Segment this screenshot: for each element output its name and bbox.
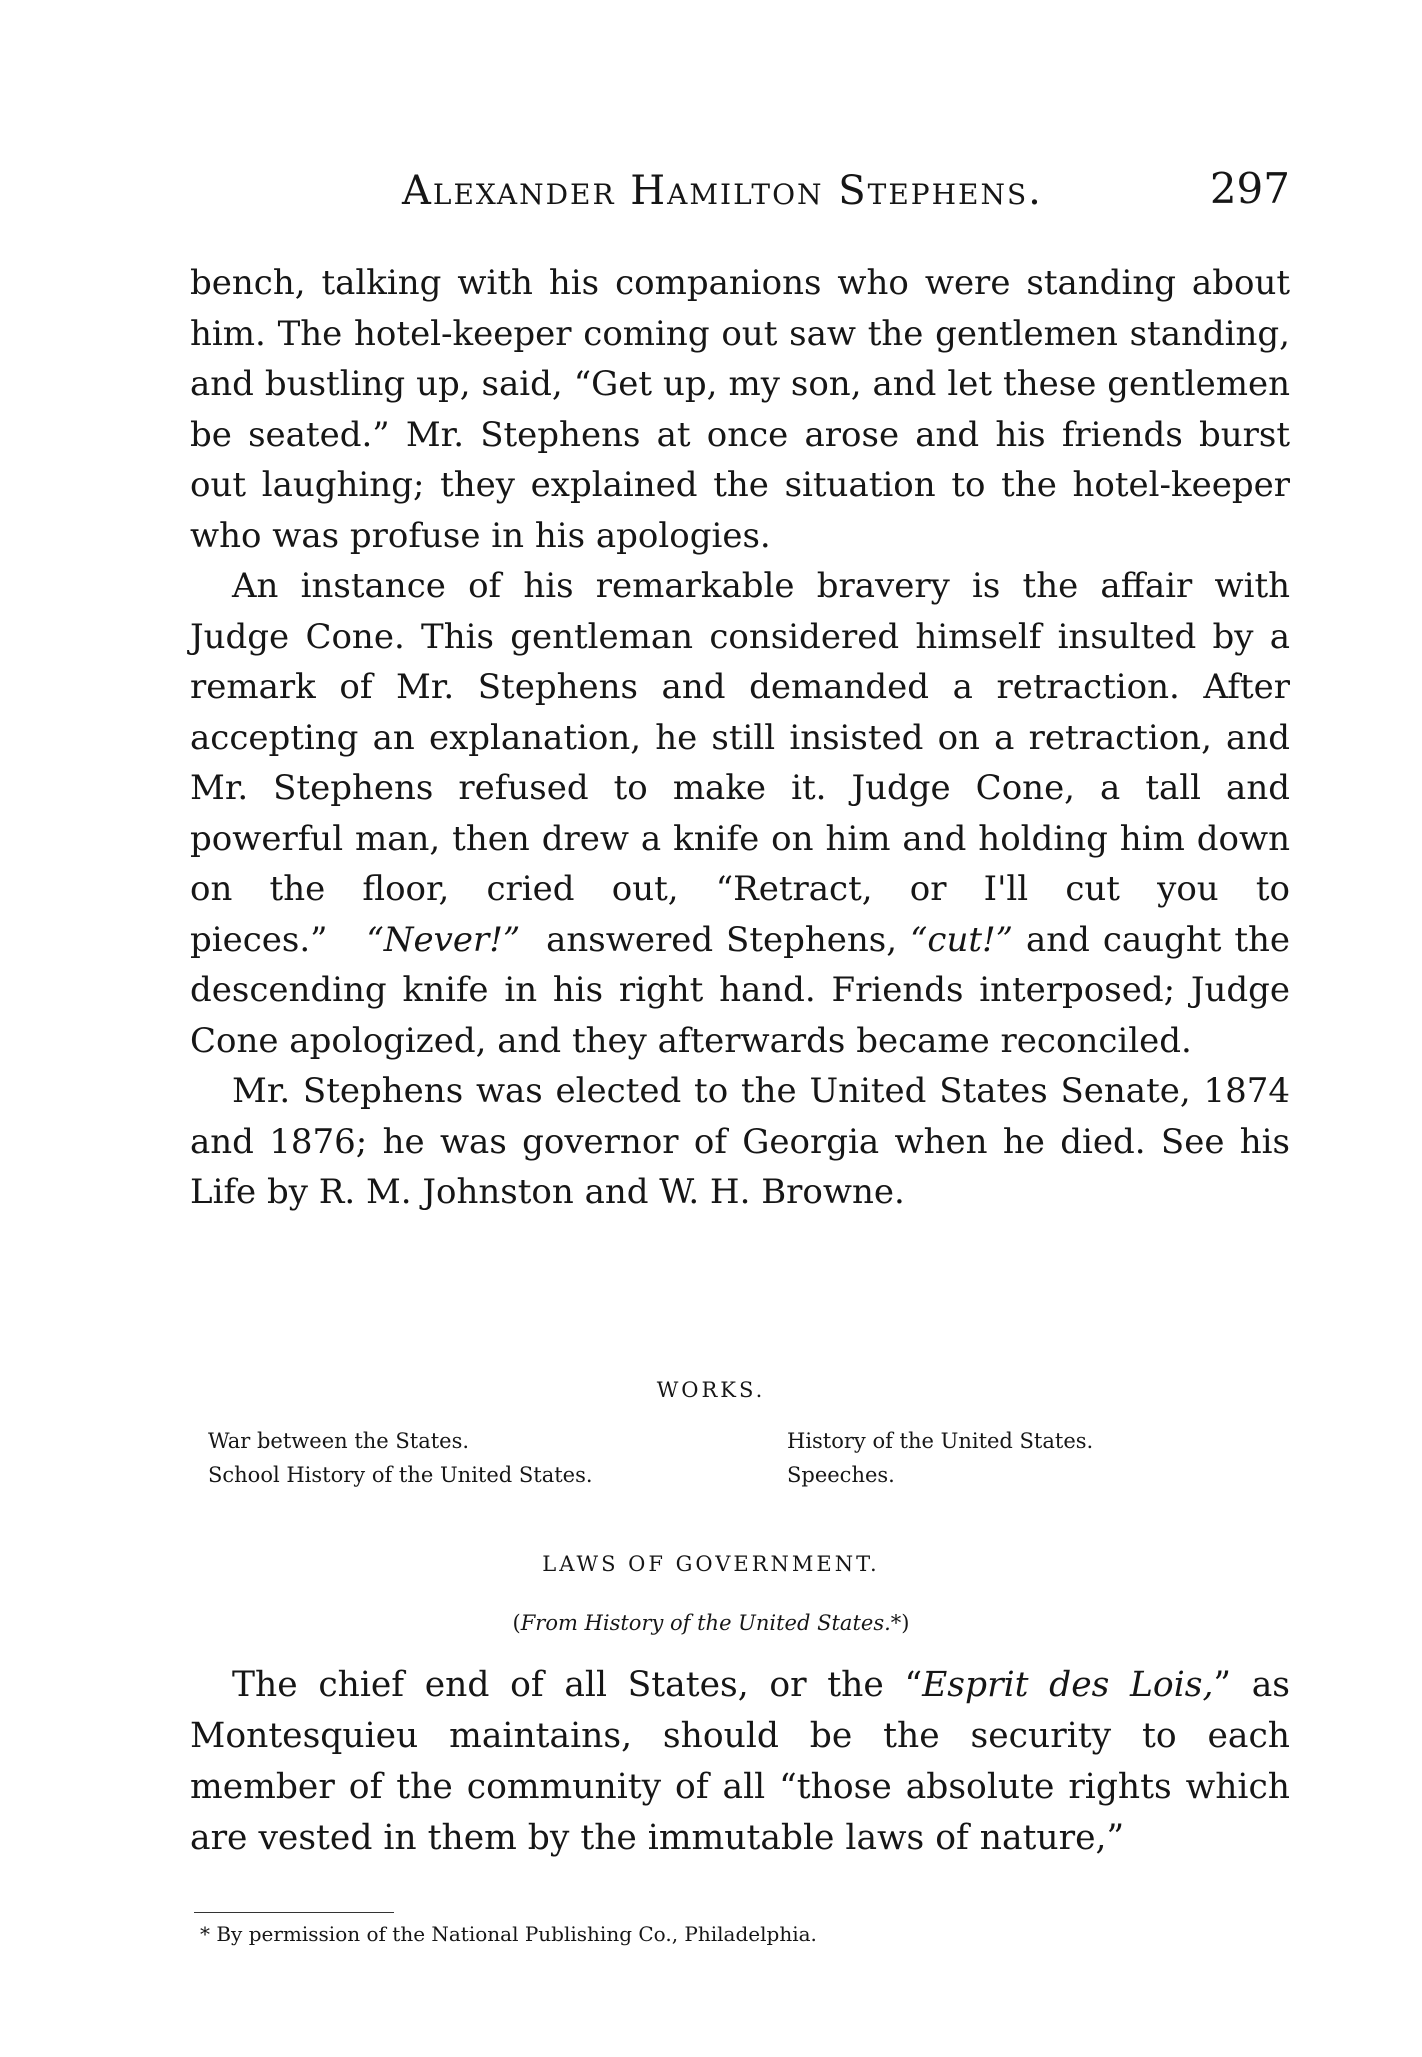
source-text: From History of the United States.* — [520, 1611, 902, 1635]
biography-text — [190, 258, 1290, 1218]
paragraph-senate: Mr. Stephens was elected to the United States Senate, 1874 and 1876; he was governor of Georgia when he died. See his Life by R. M. Johnston and W. H. Browne. — [190, 1071, 1290, 1212]
works-column-right — [787, 1424, 1093, 1492]
work-item: Speeches. — [787, 1463, 895, 1487]
source-open-paren: ( — [512, 1611, 521, 1635]
excerpt-text — [190, 1660, 1290, 1864]
paragraph-laws-start: The chief end of all States, or the “ — [232, 1665, 923, 1705]
works-column-left — [208, 1424, 593, 1492]
paragraph-judge-cone-part-1: An instance of his remarkable bravery is the affair with Judge Cone. This gentleman considered himself insulted by a remark of Mr. Stephens and demanded a retraction. After accepting an explanation, he still insisted on a retraction, and Mr. Stephens refused to make it. Judge Cone, a tall and powerful man, then drew a knife on him and holding him down on the floor, cried out, “Retract, or I'll cut you to pieces.” — [190, 566, 1290, 960]
paragraph-hotel-anecdote: bench, talking with his companions who were standing about him. The hotel-keeper coming out saw the gentlemen standing, and bustling up, said, “Get up, my son, and let these gentlemen be seated.” Mr. Stephens at once arose and his friends burst out laughing; they explained the situation to the hotel-keeper who was profuse in his apologies. — [190, 263, 1290, 556]
quote-never: “Never!” — [366, 919, 521, 960]
source-note — [0, 1611, 1422, 1635]
page-number: 297 — [1209, 164, 1290, 213]
quote-cut: “cut!” — [910, 919, 1014, 960]
paragraph-judge-cone-part-2: and caught the descending knife in his right hand. Friends interposed; Judge Cone apologized, and they afterwards became reconciled. — [190, 919, 1290, 1061]
paragraph-laws-end: ” as Montesquieu maintains, should be the security to each member of the community of all “those absolute rights which are vested in them by the immutable laws of nature,” — [190, 1665, 1291, 1858]
esprit-des-lois: Esprit des Lois, — [922, 1665, 1214, 1705]
work-item: School History of the United States. — [208, 1463, 593, 1487]
footnote-divider — [194, 1912, 394, 1913]
paragraph-laws — [190, 1660, 1290, 1864]
running-title: Alexander Hamilton Stephens. — [402, 168, 1043, 214]
footnote: * By permission of the National Publishing Co., Philadelphia. — [200, 1922, 817, 1946]
paragraph-judge-cone-mid: answered Stephens, — [546, 919, 898, 960]
source-close-paren: ) — [901, 1611, 910, 1635]
works-heading: WORKS. — [656, 1378, 766, 1402]
section-heading: LAWS OF GOVERNMENT. — [542, 1552, 880, 1576]
work-item: History of the United States. — [787, 1429, 1094, 1453]
work-item: War between the States. — [208, 1429, 470, 1453]
paragraph-judge-cone — [190, 561, 1290, 1066]
running-head — [190, 164, 1290, 228]
